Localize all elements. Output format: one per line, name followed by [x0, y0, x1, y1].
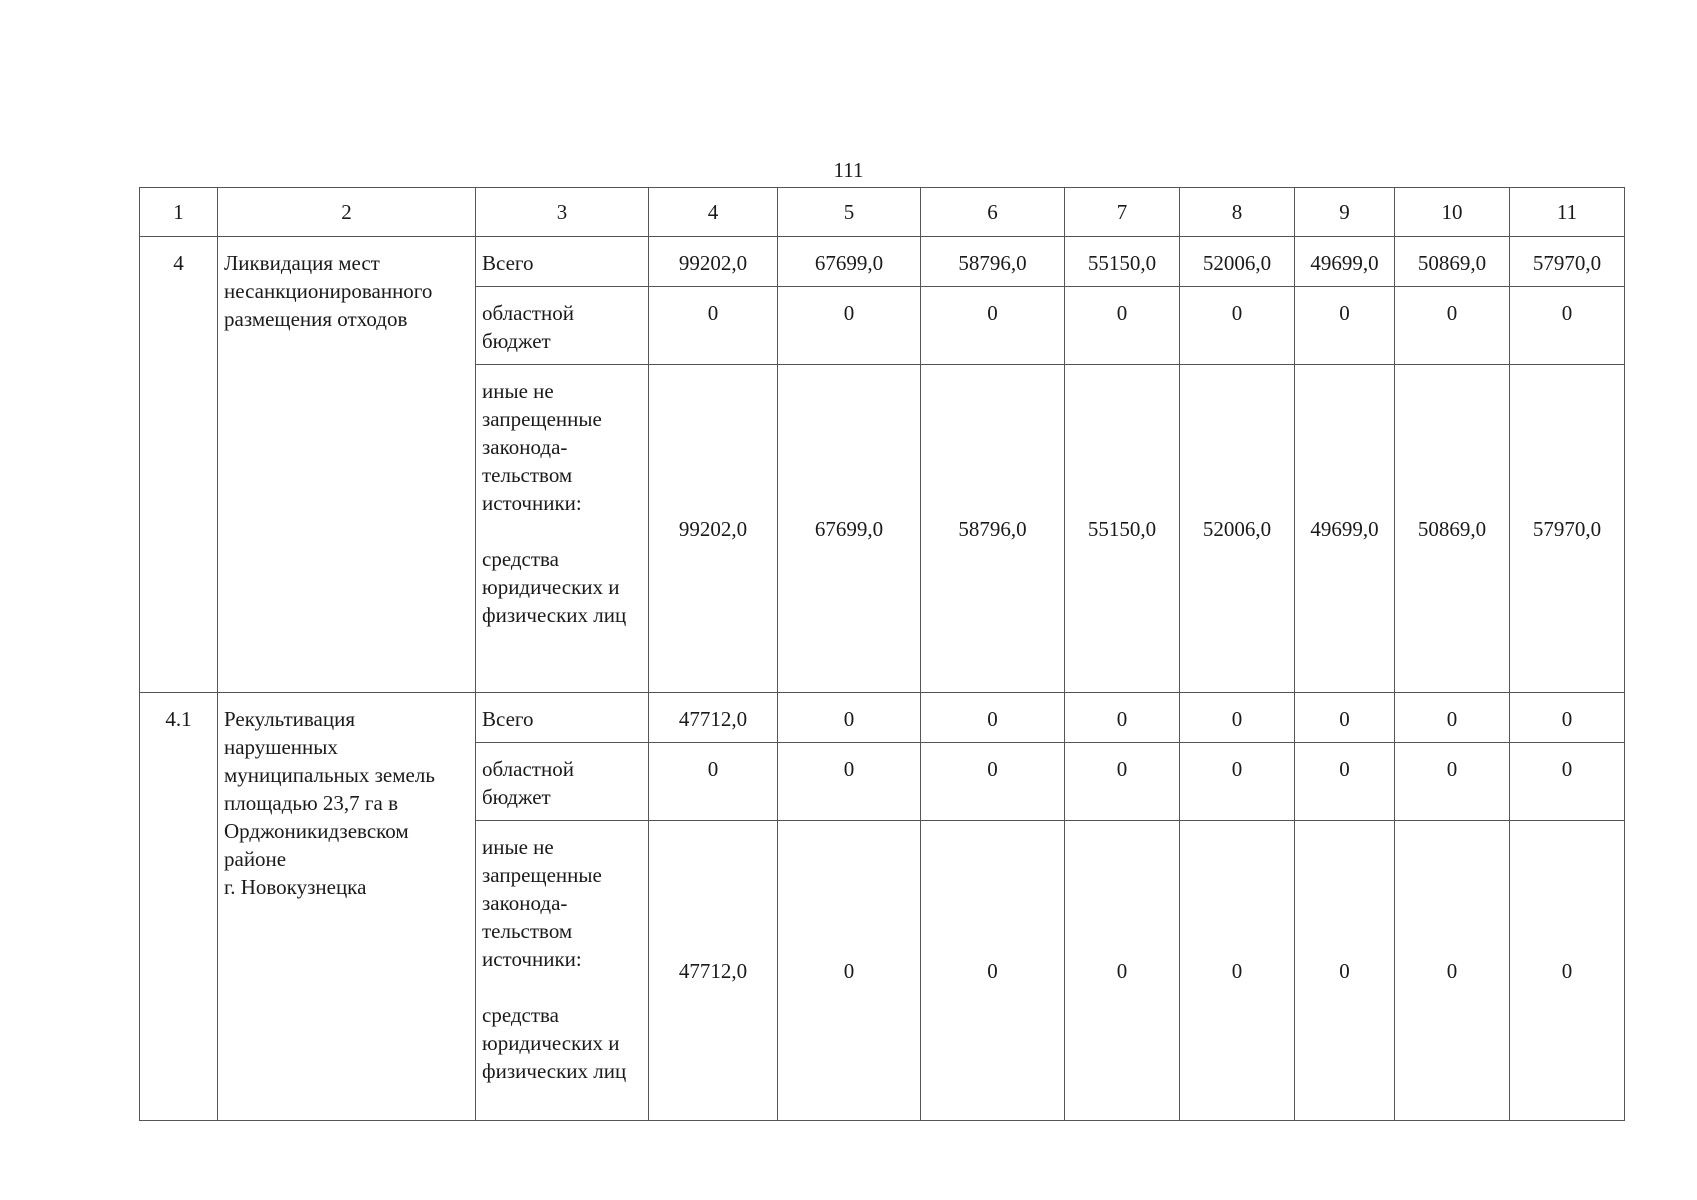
value-cell: 57970,0 [1510, 237, 1625, 287]
value-cell: 0 [921, 693, 1065, 743]
measure-name [218, 693, 476, 1121]
funding-source [476, 821, 649, 1121]
value-cell: 0 [921, 743, 1065, 821]
header-cell: 1 [140, 188, 218, 237]
value-cell: 0 [1180, 821, 1295, 1121]
funding-source-detail: средства юридических и физических лиц [482, 547, 627, 627]
value-cell: 0 [1295, 821, 1395, 1121]
header-cell: 4 [649, 188, 778, 237]
header-cell: 6 [921, 188, 1065, 237]
value-cell: 0 [1295, 287, 1395, 365]
value-cell: 55150,0 [1065, 237, 1180, 287]
table-row [140, 693, 1625, 743]
value-cell: 58796,0 [921, 365, 1065, 693]
value-cell: 0 [1180, 693, 1295, 743]
value-cell: 0 [1395, 693, 1510, 743]
funding-source [476, 365, 649, 693]
value-cell: 99202,0 [649, 365, 778, 693]
value-cell: 0 [778, 743, 921, 821]
value-cell: 55150,0 [1065, 365, 1180, 693]
measure-name-city: г. Новокузнецка [224, 875, 367, 899]
funding-source: областной бюджет [476, 287, 649, 365]
value-cell: 0 [1295, 743, 1395, 821]
value-cell: 58796,0 [921, 237, 1065, 287]
header-cell: 5 [778, 188, 921, 237]
row-number: 4 [140, 237, 218, 693]
header-cell: 11 [1510, 188, 1625, 237]
value-cell: 0 [649, 287, 778, 365]
value-cell: 0 [778, 821, 921, 1121]
value-cell: 0 [1065, 821, 1180, 1121]
value-cell: 0 [1065, 287, 1180, 365]
value-cell: 52006,0 [1180, 237, 1295, 287]
value-cell: 0 [778, 287, 921, 365]
value-cell: 49699,0 [1295, 365, 1395, 693]
funding-source-detail: средства юридических и физических лиц [482, 1003, 627, 1083]
value-cell: 0 [1510, 743, 1625, 821]
value-cell: 67699,0 [778, 237, 921, 287]
header-row [140, 188, 1625, 237]
value-cell: 0 [649, 743, 778, 821]
value-cell: 0 [1510, 693, 1625, 743]
value-cell: 50869,0 [1395, 365, 1510, 693]
value-cell: 57970,0 [1510, 365, 1625, 693]
funding-source: Всего [476, 237, 649, 287]
value-cell: 0 [1510, 287, 1625, 365]
measure-name: Ликвидация мест несанкционированного размещения отходов [218, 237, 476, 693]
value-cell: 52006,0 [1180, 365, 1295, 693]
value-cell: 0 [1295, 693, 1395, 743]
value-cell: 47712,0 [649, 821, 778, 1121]
funding-source-label: иные не запрещенные законода-тельством источники: [482, 835, 602, 971]
value-cell: 50869,0 [1395, 237, 1510, 287]
header-cell: 7 [1065, 188, 1180, 237]
funding-source: Всего [476, 693, 649, 743]
measure-name-text: Рекультивация нарушенных муниципальных земель площадью 23,7 га в Орджоникидзевском районе [224, 707, 435, 871]
value-cell: 0 [921, 821, 1065, 1121]
value-cell: 99202,0 [649, 237, 778, 287]
header-cell: 9 [1295, 188, 1395, 237]
table-row [140, 237, 1625, 287]
value-cell: 0 [1395, 821, 1510, 1121]
value-cell: 0 [1395, 743, 1510, 821]
value-cell: 0 [1510, 821, 1625, 1121]
page-number: 111 [833, 158, 864, 182]
value-cell: 67699,0 [778, 365, 921, 693]
row-number: 4.1 [140, 693, 218, 1121]
header-cell: 3 [476, 188, 649, 237]
budget-table [139, 187, 1625, 1121]
value-cell: 47712,0 [649, 693, 778, 743]
value-cell: 0 [1395, 287, 1510, 365]
header-cell: 2 [218, 188, 476, 237]
value-cell: 49699,0 [1295, 237, 1395, 287]
value-cell: 0 [1065, 693, 1180, 743]
value-cell: 0 [1180, 743, 1295, 821]
value-cell: 0 [921, 287, 1065, 365]
value-cell: 0 [1180, 287, 1295, 365]
header-cell: 10 [1395, 188, 1510, 237]
funding-source: областной бюджет [476, 743, 649, 821]
value-cell: 0 [778, 693, 921, 743]
value-cell: 0 [1065, 743, 1180, 821]
header-cell: 8 [1180, 188, 1295, 237]
funding-source-label: иные не запрещенные законода-тельством источники: [482, 379, 602, 515]
